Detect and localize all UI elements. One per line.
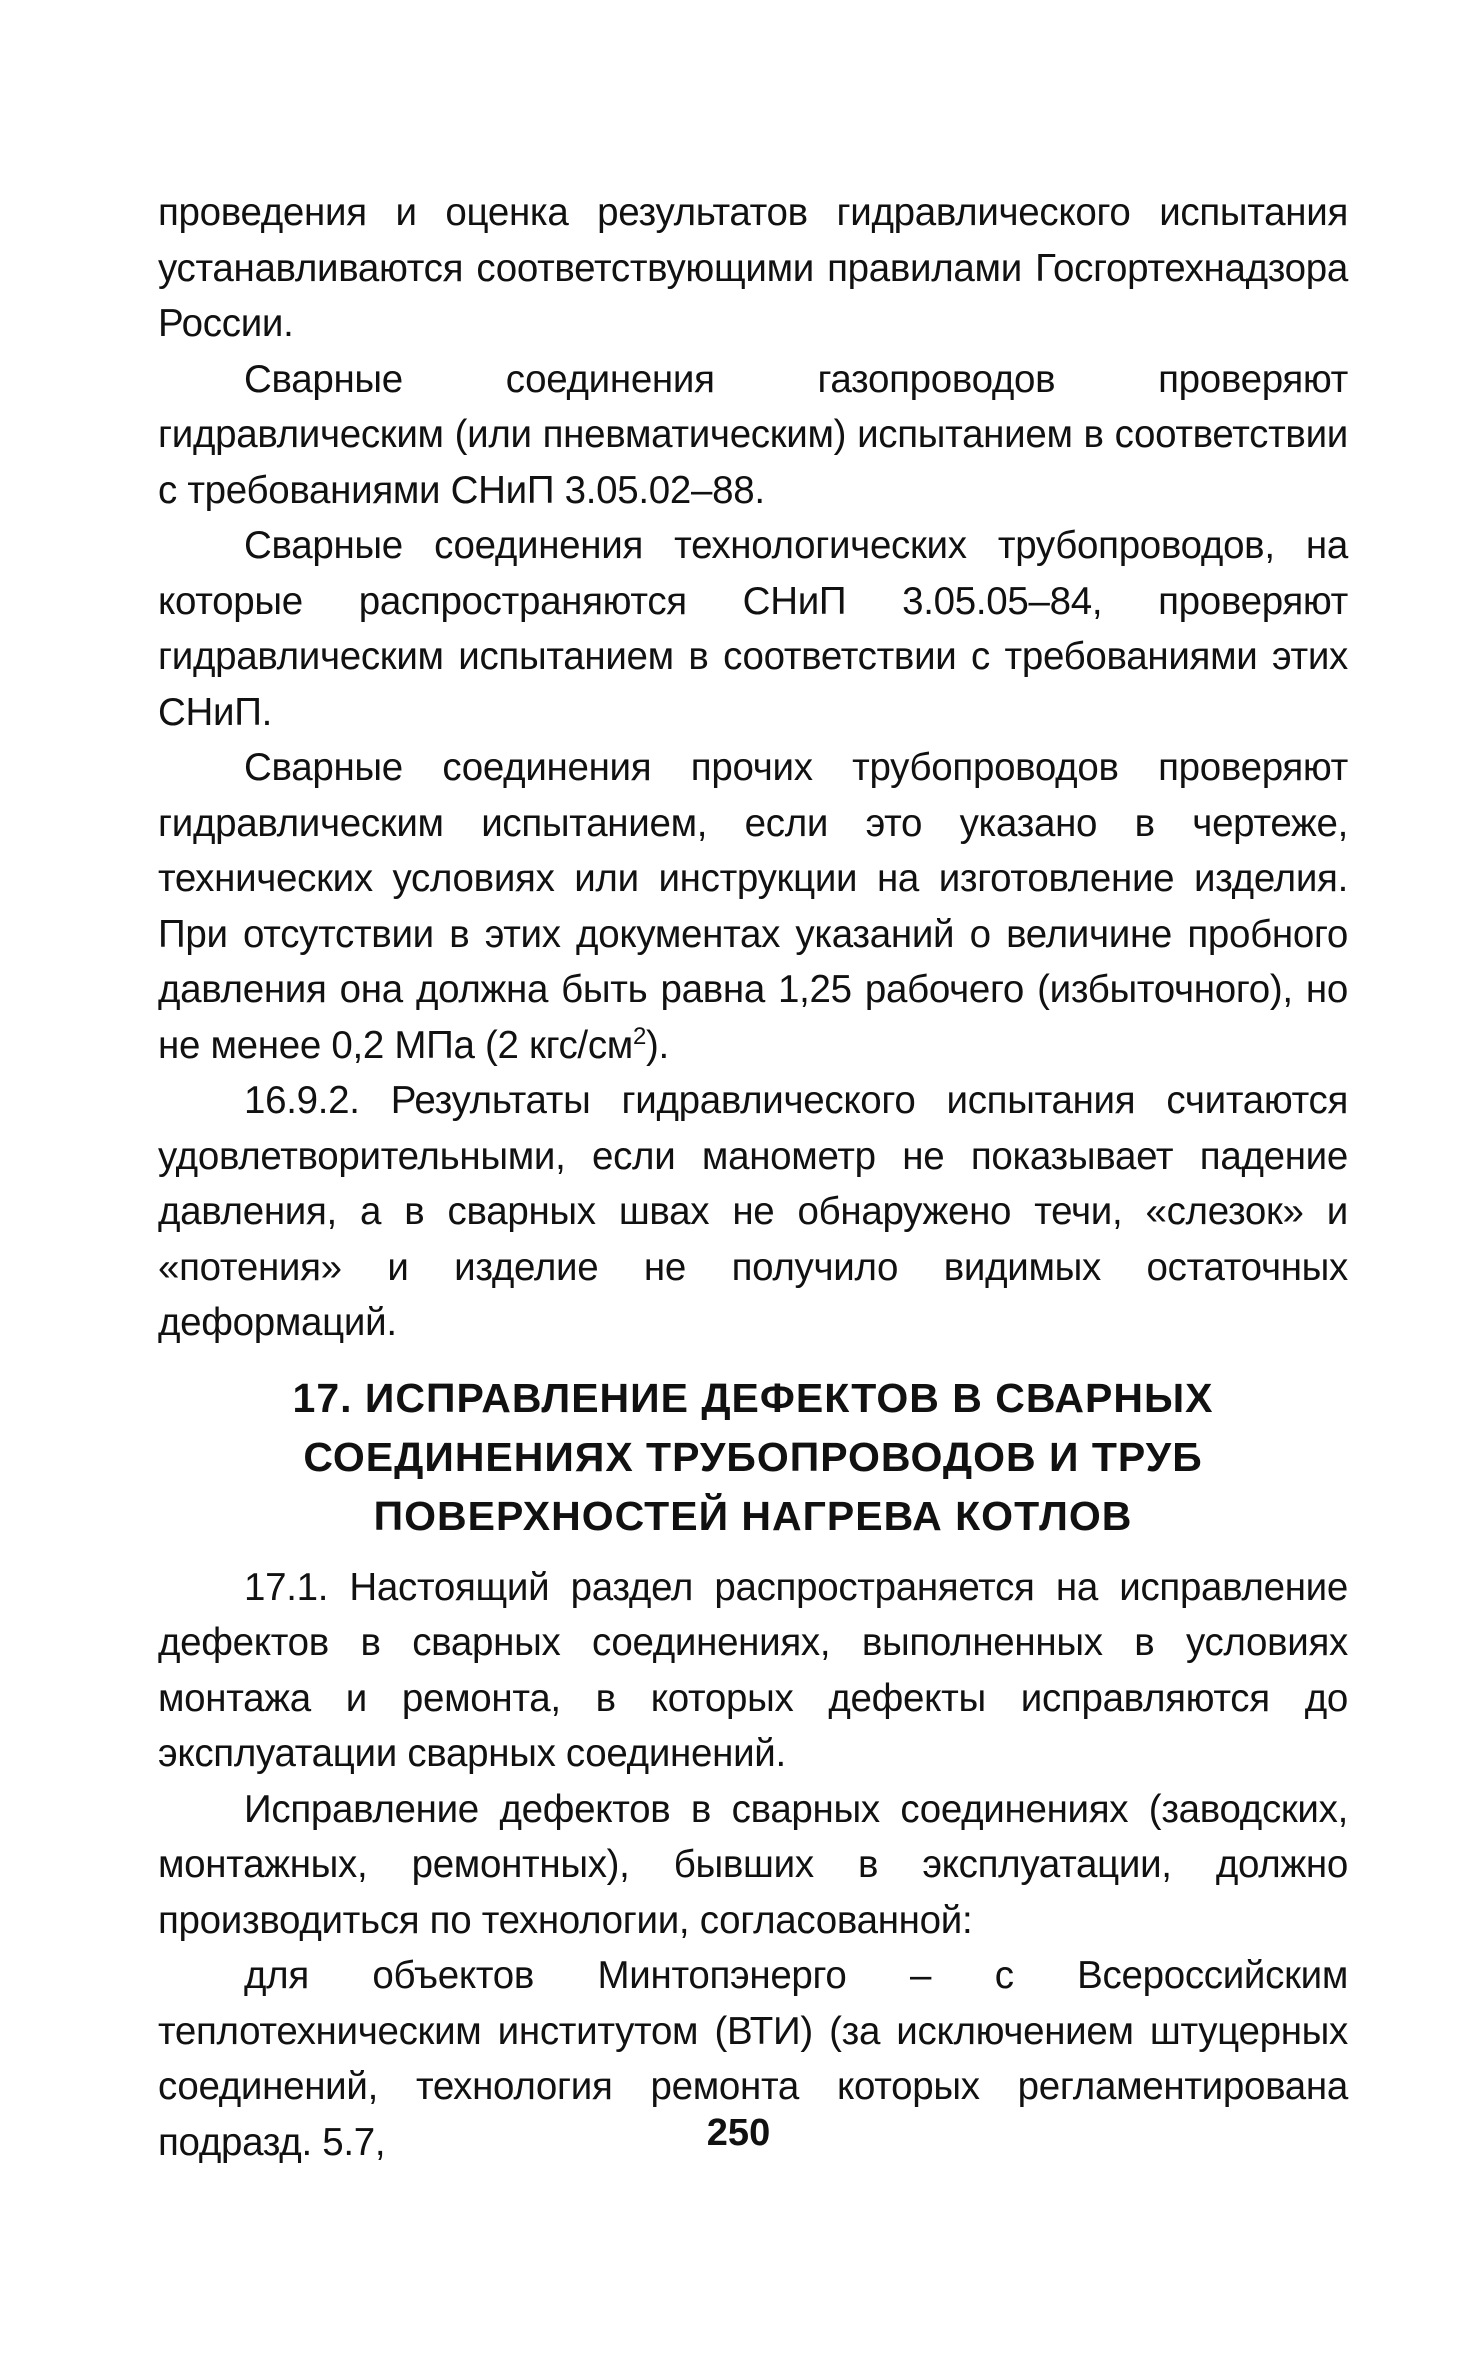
paragraph-other-pipelines-end: ). [646,1023,669,1067]
paragraph-defect-correction: Исправление дефектов в сварных соединениях (заводских, монтажных, ремонтных), бывших в эксплуатации, должно производиться по технологии, согласованной: [158,1787,1348,1942]
paragraph-continuation: проведения и оценка результатов гидравлического испытания устанавливаются соответствующими правилами Госгортехнадзора России. [158,191,1348,345]
paragraph-technological-pipelines: Сварные соединения технологических трубопроводов, на которые распространяются СНиП 3.05.05–84, проверяют гидравлическим испытанием в соответствии с требованиями этих СНиП. [158,524,1348,734]
paragraph-17-1: 17.1. Настоящий раздел распространяется на исправление дефектов в сварных соединениях, выполненных в условиях монтажа и ремонта, в которых дефекты исправляются до эксплуатации сварных соединений. [158,1565,1348,1775]
paragraph-other-pipelines [158,740,1348,1073]
paragraph-other-pipelines-text: Сварные соединения прочих трубопроводов проверяют гидравлическим испытанием, если это указано в чертеже, технических условиях или инструкции на изготовление изделия. При отсутствии в этих документах указаний о величине пробного давления она должна быть равна 1,25 рабочего (избыточного), но не менее 0,2 МПа (2 кгс/см [158,746,1348,1067]
page-number: 250 [706,2112,771,2154]
section-heading-line-1: 17. ИСПРАВЛЕНИЕ ДЕФЕКТОВ В СВАРНЫХ [292,1374,1214,1421]
section-heading-line-2: СОЕДИНЕНИЯХ ТРУБОПРОВОДОВ И ТРУБ [303,1433,1203,1480]
page-content [158,185,1348,2170]
superscript-unit: 2 [632,1022,646,1050]
paragraph-gas-pipelines: Сварные соединения газопроводов проверяют гидравлическим (или пневматическим) испытанием в соответствии с требованиями СНиП 3.05.02–88. [158,357,1348,512]
paragraph-16-9-2: 16.9.2. Результаты гидравлического испытания считаются удовлетворительными, если манометр не показывает падение давления, а в сварных швах не обнаружено течи, «слезок» и «потения» и изделие не получило видимых остаточных деформаций. [158,1079,1348,1344]
paragraph-mintopenergo: для объектов Минтопэнерго – с Всероссийским теплотехническим институтом (ВТИ) (за исключением штуцерных соединений, технология ремонта которых регламентирована подразд. 5.7, [158,1954,1348,2164]
section-heading-line-3: ПОВЕРХНОСТЕЙ НАГРЕВА КОТЛОВ [373,1492,1133,1539]
section-heading [158,1369,1348,1546]
